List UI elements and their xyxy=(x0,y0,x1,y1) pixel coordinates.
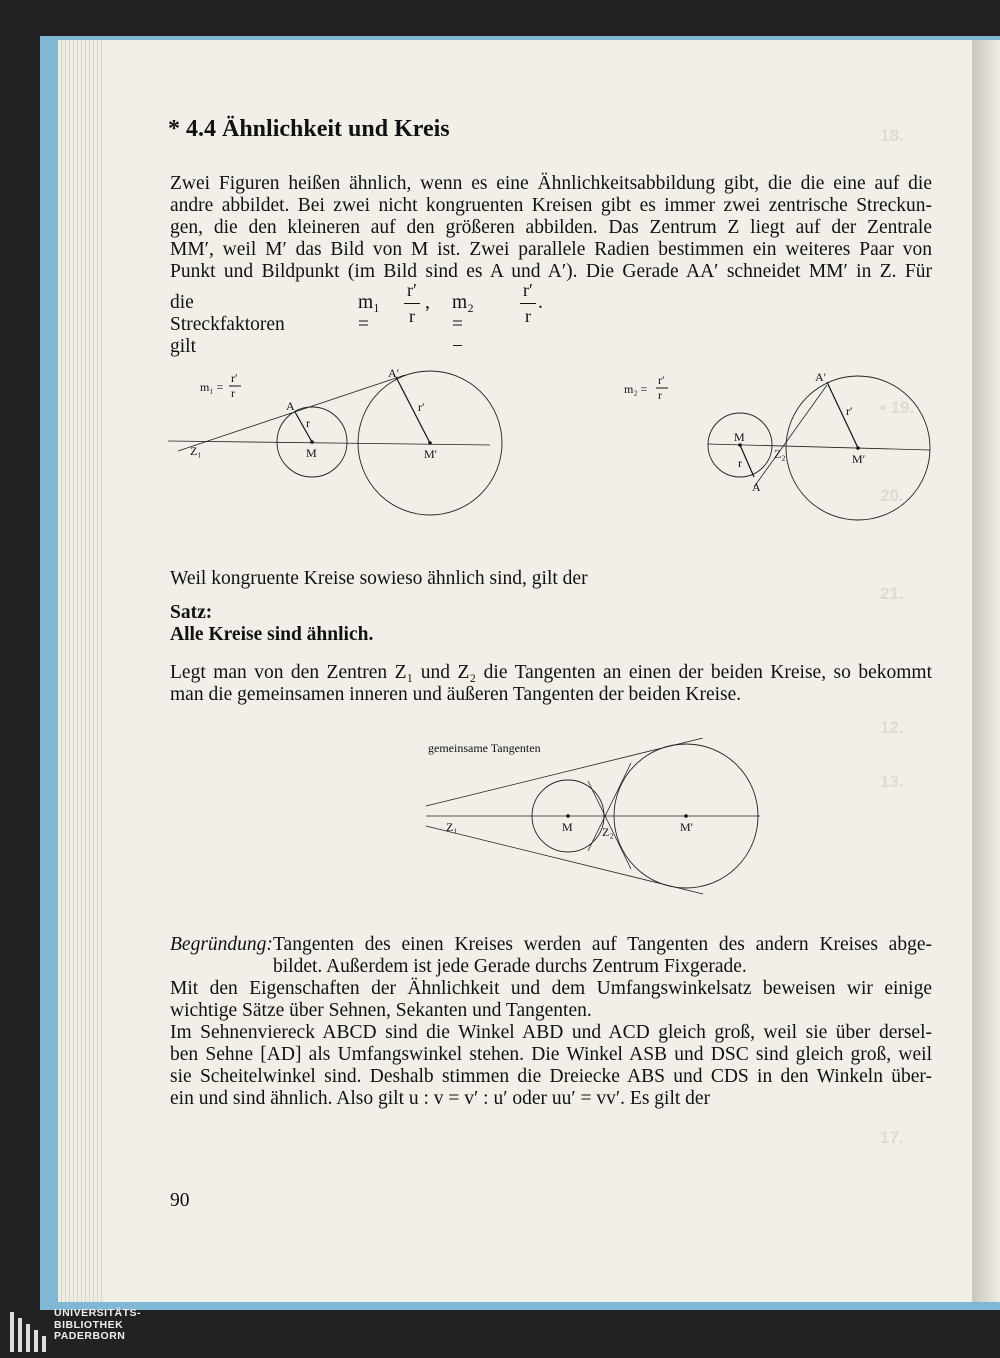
factor-numerator: r′ xyxy=(658,373,665,387)
formula-separator: , xyxy=(425,292,430,313)
label-z1: Z₁ xyxy=(446,820,458,834)
intro-line: Punkt und Bildpunkt (im Bild sind es A und A′). Die Gerade AA′ schneidet MM′ in Z. Für xyxy=(170,261,932,282)
page-number: 90 xyxy=(170,1190,190,1211)
label-m: M xyxy=(562,820,573,834)
label-z2: Z₂ xyxy=(774,447,786,461)
formula-end: . xyxy=(538,292,543,313)
label-m: M xyxy=(734,430,745,444)
section-title: * 4.4 Ähnlichkeit und Kreis xyxy=(168,116,450,142)
label-m-prime: M′ xyxy=(680,820,694,834)
fraction-denominator: r xyxy=(409,306,415,326)
closing-line: sie Scheitelwinkel sind. Deshalb stimmen die Dreiecke ABS und CDS in den Winkeln über- xyxy=(170,1066,932,1087)
label-a: A xyxy=(286,399,295,413)
page-edges xyxy=(58,40,104,1302)
factor-numerator: r′ xyxy=(231,371,238,385)
label-m-prime: M′ xyxy=(424,447,438,461)
middle-text: Weil kongruente Kreise sowieso ähnlich sind, gilt der xyxy=(170,568,588,589)
common-tangents-figure xyxy=(420,738,770,898)
closing-line: Mit den Eigenschaften der Ähnlichkeit und dem Umfangswinkelsatz beweisen wir einige xyxy=(170,978,932,999)
label-z2: Z₂ xyxy=(602,825,614,839)
footer-bar xyxy=(0,1307,1000,1358)
fraction-denominator: r xyxy=(525,306,531,326)
reason-line: bildet. Außerdem ist jede Gerade durchs Zentrum Fixgerade. xyxy=(273,956,747,977)
tangent-line: Legt man von den Zentren Z₁ und Z₂ die Tangenten an einen der beiden Kreise, so bekommt xyxy=(170,662,932,683)
homothety-figure xyxy=(160,355,940,555)
reason-label: Begründung: xyxy=(170,934,273,955)
label-m-prime: M′ xyxy=(852,452,866,466)
label-a: A xyxy=(752,480,761,494)
label-a-prime: A′ xyxy=(388,366,400,380)
intro-line: MM′, weil M′ das Bild von M ist. Zwei parallele Radien bestimmen ein weiteres Paar von xyxy=(170,239,932,260)
factor-m1-label: m₁ = xyxy=(200,380,224,394)
formula-lead: die Streckfaktoren gilt xyxy=(170,292,285,357)
library-logo-text xyxy=(54,1308,141,1343)
intro-line: andre abbildet. Bei zwei nicht kongruenten Kreisen gibt es immer zwei zentrische Streckun- xyxy=(170,195,932,216)
label-r: r xyxy=(738,456,742,470)
closing-line: wichtige Sätze über Sehnen, Sekanten und Tangenten. xyxy=(170,1000,592,1021)
facing-page-edge xyxy=(972,40,1000,1302)
formula-m1: m₁ = xyxy=(358,292,380,335)
tangent-line: man die gemeinsamen inneren und äußeren Tangenten der beiden Kreise. xyxy=(170,684,742,705)
closing-line: Im Sehnenviereck ABCD sind die Winkel ABD und ACD gleich groß, weil sie über dersel- xyxy=(170,1022,932,1043)
figure-caption: gemeinsame Tangenten xyxy=(428,741,541,755)
library-logo-icon xyxy=(10,1308,50,1356)
reason-line: Tangenten des einen Kreises werden auf Tangenten des andern Kreises abge- xyxy=(273,934,932,955)
theorem-label: Satz: xyxy=(170,602,213,623)
closing-line: ein und sind ähnlich. Also gilt u : v = v′ : u′ oder uu′ = vv′. Es gilt der xyxy=(170,1088,711,1109)
label-m: M xyxy=(306,446,317,460)
internal-homothety-diagram xyxy=(624,370,930,520)
label-z1: Z₁ xyxy=(190,444,202,458)
logo-line: PADERBORN xyxy=(54,1330,126,1342)
factor-denominator: r xyxy=(658,388,662,402)
fraction-numerator: r′ xyxy=(523,280,533,300)
formula-m2: m₂ = − xyxy=(452,292,474,357)
factor-m2-label: m₂ = xyxy=(624,382,648,396)
intro-line: Zwei Figuren heißen ähnlich, wenn es eine Ähnlichkeitsabbildung gibt, die die eine auf die xyxy=(170,173,932,194)
external-homothety-diagram xyxy=(168,366,502,515)
formula-fraction-1 xyxy=(404,280,420,327)
factor-denominator: r xyxy=(231,386,235,400)
formula-fraction-2 xyxy=(520,280,536,327)
logo-line: UNIVERSITÄTS- xyxy=(54,1307,142,1319)
theorem-text: Alle Kreise sind ähnlich. xyxy=(170,624,374,645)
fraction-numerator: r′ xyxy=(407,280,417,300)
intro-line: gen, die den kleineren auf den größeren abbilden. Das Zentrum Z liegt auf der Zentrale xyxy=(170,217,932,238)
logo-line: BIBLIOTHEK xyxy=(54,1318,124,1331)
closing-line: ben Sehne [AD] als Umfangswinkel stehen. Die Winkel ASB und DSC sind gleich groß, weil xyxy=(170,1044,932,1065)
label-r-prime: r′ xyxy=(418,400,425,414)
label-a-prime: A′ xyxy=(815,370,827,384)
label-r-prime: r′ xyxy=(846,404,853,418)
label-r: r xyxy=(306,416,310,430)
